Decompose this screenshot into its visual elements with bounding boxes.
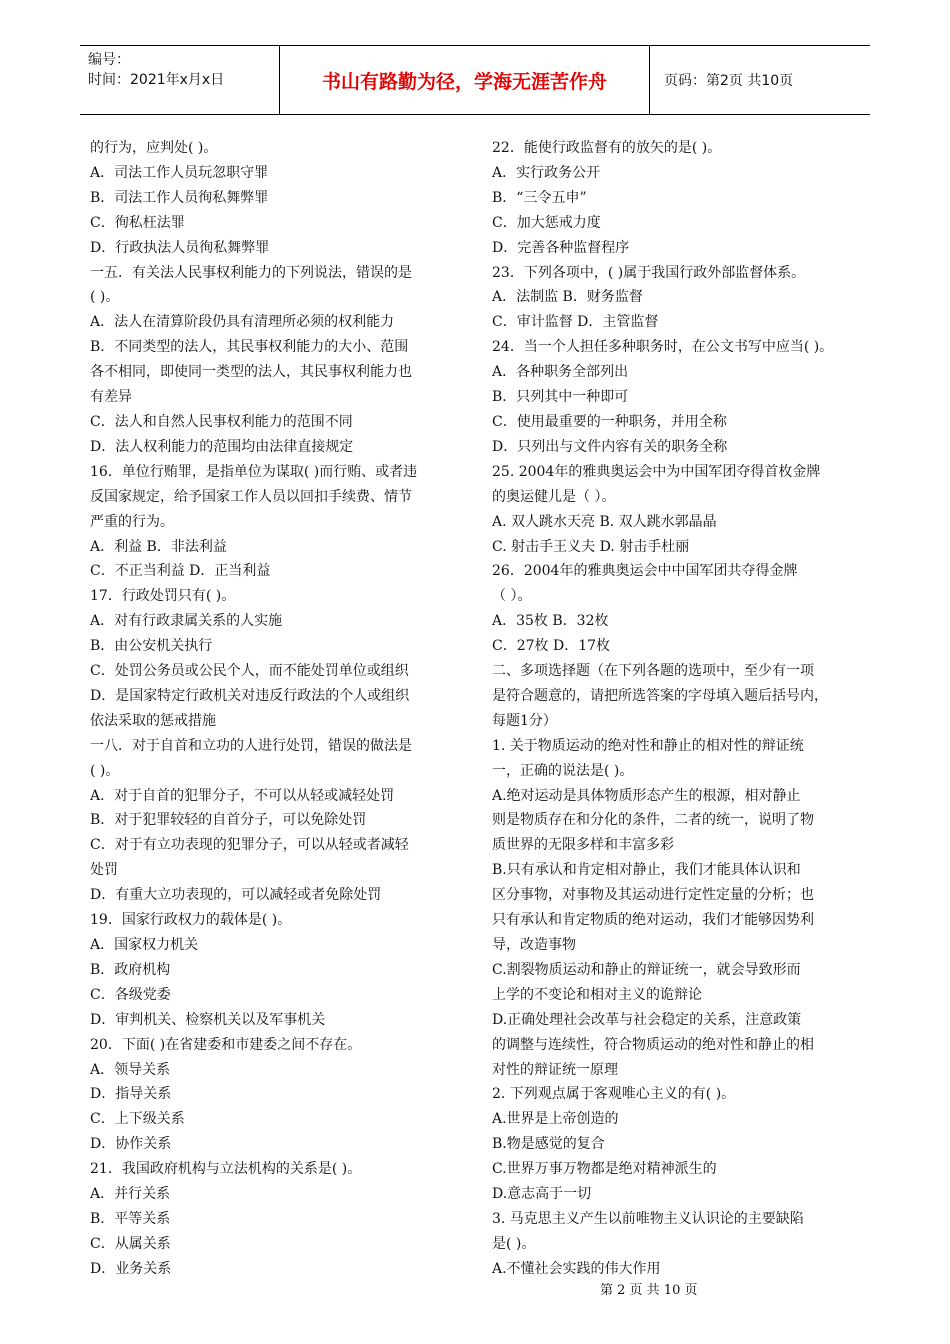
text-line: A．35枚 B．32枚 — [492, 613, 609, 630]
header-motto: 书山有路勤为径，学海无涯苦作舟 — [280, 46, 650, 114]
text-line: D．完善各种监督程序 — [492, 239, 630, 256]
text-line: 一八．对于自首和立功的人进行处罚，错误的做法是 — [90, 737, 412, 754]
text-line: 对性的辩证统一原理 — [492, 1061, 618, 1078]
text-line: D．行政执法人员徇私舞弊罪 — [90, 239, 270, 256]
text-line: C．审计监督 D．主管监督 — [492, 314, 659, 331]
text-line: B．不同类型的法人，其民事权利能力的大小、范围 — [90, 339, 409, 356]
text-line: A.不懂社会实践的伟大作用 — [492, 1260, 661, 1277]
text-line: 的奥运健儿是（ ）。 — [492, 488, 616, 505]
text-line: A．对有行政隶属关系的人实施 — [90, 613, 283, 630]
text-line: C．使用最重要的一种职务，并用全称 — [492, 413, 727, 430]
text-line: A．法制监 B．财务监督 — [492, 289, 643, 306]
text-line: C. 射击手王义夫 D. 射击手杜丽 — [492, 538, 690, 555]
text-line: C.世界万事万物都是绝对精神派生的 — [492, 1161, 717, 1178]
text-line: C．从属关系 — [90, 1235, 171, 1252]
text-line: 1. 关于物质运动的绝对性和静止的相对性的辩证统 — [492, 737, 804, 754]
text-line: ( )。 — [90, 762, 120, 779]
text-line: 二、多项选择题（在下列各题的选项中，至少有一项 — [492, 663, 814, 680]
document-date: 时间：2021年x月x日 — [88, 72, 225, 88]
text-line: 21．我国政府机构与立法机构的关系是( )。 — [90, 1161, 362, 1178]
text-line: D.意志高于一切 — [492, 1186, 592, 1203]
text-line: 26．2004年的雅典奥运会中中国军团共夺得金牌 — [492, 563, 798, 580]
text-line: C.割裂物质运动和静止的辩证统一，就会导致形而 — [492, 961, 801, 978]
text-line: A．并行关系 — [90, 1186, 171, 1203]
text-line: C．27枚 D．17枚 — [492, 638, 611, 655]
text-line: B.物是感觉的复合 — [492, 1136, 605, 1153]
header-meta — [80, 46, 280, 114]
right-column — [492, 136, 868, 1282]
text-line: 3. 马克思主义产生以前唯物主义认识论的主要缺陷 — [492, 1210, 804, 1227]
text-line: 一五．有关法人民事权利能力的下列说法，错误的是 — [90, 264, 412, 281]
text-line: B.只有承认和肯定相对静止，我们才能具体认识和 — [492, 862, 801, 879]
text-line: C．加大惩戒力度 — [492, 214, 601, 231]
text-line: C．对于有立功表现的犯罪分子，可以从轻或者减轻 — [90, 837, 409, 854]
text-line: D．有重大立功表现的，可以减轻或者免除处罚 — [90, 887, 382, 904]
text-line: B．平等关系 — [90, 1210, 171, 1227]
text-line: A．各种职务全部列出 — [492, 364, 629, 381]
text-line: C．徇私枉法罪 — [90, 214, 185, 231]
text-line: 各不相同，即使同一类型的法人，其民事权利能力也 — [90, 364, 412, 381]
text-line: 的行为，应判处( )。 — [90, 140, 218, 156]
text-line: B．政府机构 — [90, 961, 171, 978]
text-line: A.世界是上帝创造的 — [492, 1111, 619, 1128]
text-line: B．只列其中一种即可 — [492, 389, 629, 406]
text-line: B．对于犯罪较轻的自首分子，可以免除处罚 — [90, 812, 367, 829]
text-line: 2. 下列观点属于客观唯心主义的有( )。 — [492, 1086, 736, 1103]
text-line: D．审判机关、检察机关以及军事机关 — [90, 1011, 326, 1028]
text-line: C．处罚公务员或公民个人，而不能处罚单位或组织 — [90, 663, 409, 680]
text-line: 反国家规定，给予国家工作人员以回扣手续费、情节 — [90, 488, 412, 505]
text-line: 只有承认和肯定物质的绝对运动，我们才能够因势利 — [492, 912, 814, 929]
text-line: C．上下级关系 — [90, 1111, 185, 1128]
left-column — [90, 136, 460, 1282]
text-line: A．国家权力机关 — [90, 937, 199, 953]
text-line: 质世界的无限多样和丰富多彩 — [492, 837, 674, 854]
text-line: D．法人权利能力的范围均由法律直接规定 — [90, 438, 354, 455]
text-line: 有差异 — [90, 389, 132, 406]
text-line: C．各级党委 — [90, 986, 171, 1003]
text-line: 每题1分） — [492, 712, 557, 729]
text-line: 严重的行为。 — [90, 513, 174, 530]
text-line: 19．国家行政权力的载体是( )。 — [90, 912, 292, 929]
text-line: B．“三令五申” — [492, 189, 587, 206]
text-line: D．是国家特定行政机关对违反行政法的个人或组织 — [90, 687, 410, 704]
text-line: B．司法工作人员徇私舞弊罪 — [90, 189, 269, 206]
text-line: ( )。 — [90, 289, 120, 306]
text-line: C．法人和自然人民事权利能力的范围不同 — [90, 413, 353, 430]
text-line: 一，正确的说法是( )。 — [492, 762, 634, 779]
text-line: 25. 2004年的雅典奥运会中为中国军团夺得首枚金牌 — [492, 463, 821, 480]
text-line: D．只列出与文件内容有关的职务全称 — [492, 438, 728, 455]
text-line: D．协作关系 — [90, 1136, 172, 1153]
text-line: 是( )。 — [492, 1235, 536, 1252]
text-line: 处罚 — [90, 862, 118, 879]
text-line: 23．下列各项中，( )属于我国行政外部监督体系。 — [492, 264, 806, 281]
text-line: 22．能使行政监督有的放矢的是( )。 — [492, 140, 722, 156]
text-line: 则是物质存在和分化的条件，二者的统一，说明了物 — [492, 812, 814, 829]
page-footer: 第 2 页 共 10 页 — [600, 1283, 698, 1298]
text-line: A. 双人跳水天亮 B. 双人跳水郭晶晶 — [492, 513, 717, 530]
text-line: C．不正当利益 D．正当利益 — [90, 563, 271, 580]
text-line: A．领导关系 — [90, 1061, 171, 1078]
text-line: D．指导关系 — [90, 1086, 172, 1103]
text-line: A．实行政务公开 — [492, 164, 601, 181]
text-line: D.正确处理社会改革与社会稳定的关系，注意政策 — [492, 1011, 802, 1028]
text-line: D．业务关系 — [90, 1260, 172, 1277]
text-line: A.绝对运动是具体物质形态产生的根源，相对静止 — [492, 787, 801, 804]
page-header — [80, 45, 870, 115]
text-line: A．法人在清算阶段仍具有清理所必须的权利能力 — [90, 314, 395, 331]
text-line: B．由公安机关执行 — [90, 638, 213, 655]
text-line: A．利益 B．非法利益 — [90, 538, 227, 555]
text-line: 20．下面( )在省建委和市建委之间不存在。 — [90, 1036, 362, 1053]
text-line: 上学的不变论和相对主义的诡辩论 — [492, 986, 702, 1003]
text-line: 导，改造事物 — [492, 937, 576, 953]
text-line: 17．行政处罚只有( )。 — [90, 588, 236, 605]
document-number-label: 编号： — [88, 52, 130, 68]
text-line: 区分事物，对事物及其运动进行定性定量的分析；也 — [492, 887, 814, 904]
text-line: （ ）。 — [492, 588, 532, 605]
text-line: A．对于自首的犯罪分子，不可以从轻或减轻处罚 — [90, 787, 395, 804]
header-page-number: 页码：第2页 共10页 — [664, 73, 794, 89]
text-line: 依法采取的惩戒措施 — [90, 712, 216, 729]
text-line: 的调整与连续性，符合物质运动的绝对性和静止的相 — [492, 1036, 814, 1053]
text-line: 是符合题意的，请把所选答案的字母填入题后括号内， — [492, 687, 828, 704]
text-line: A．司法工作人员玩忽职守罪 — [90, 164, 269, 181]
text-line: 24．当一个人担任多种职务时，在公文书写中应当( )。 — [492, 339, 834, 356]
text-line: 16．单位行贿罪，是指单位为谋取( )而行贿、或者违 — [90, 463, 418, 480]
